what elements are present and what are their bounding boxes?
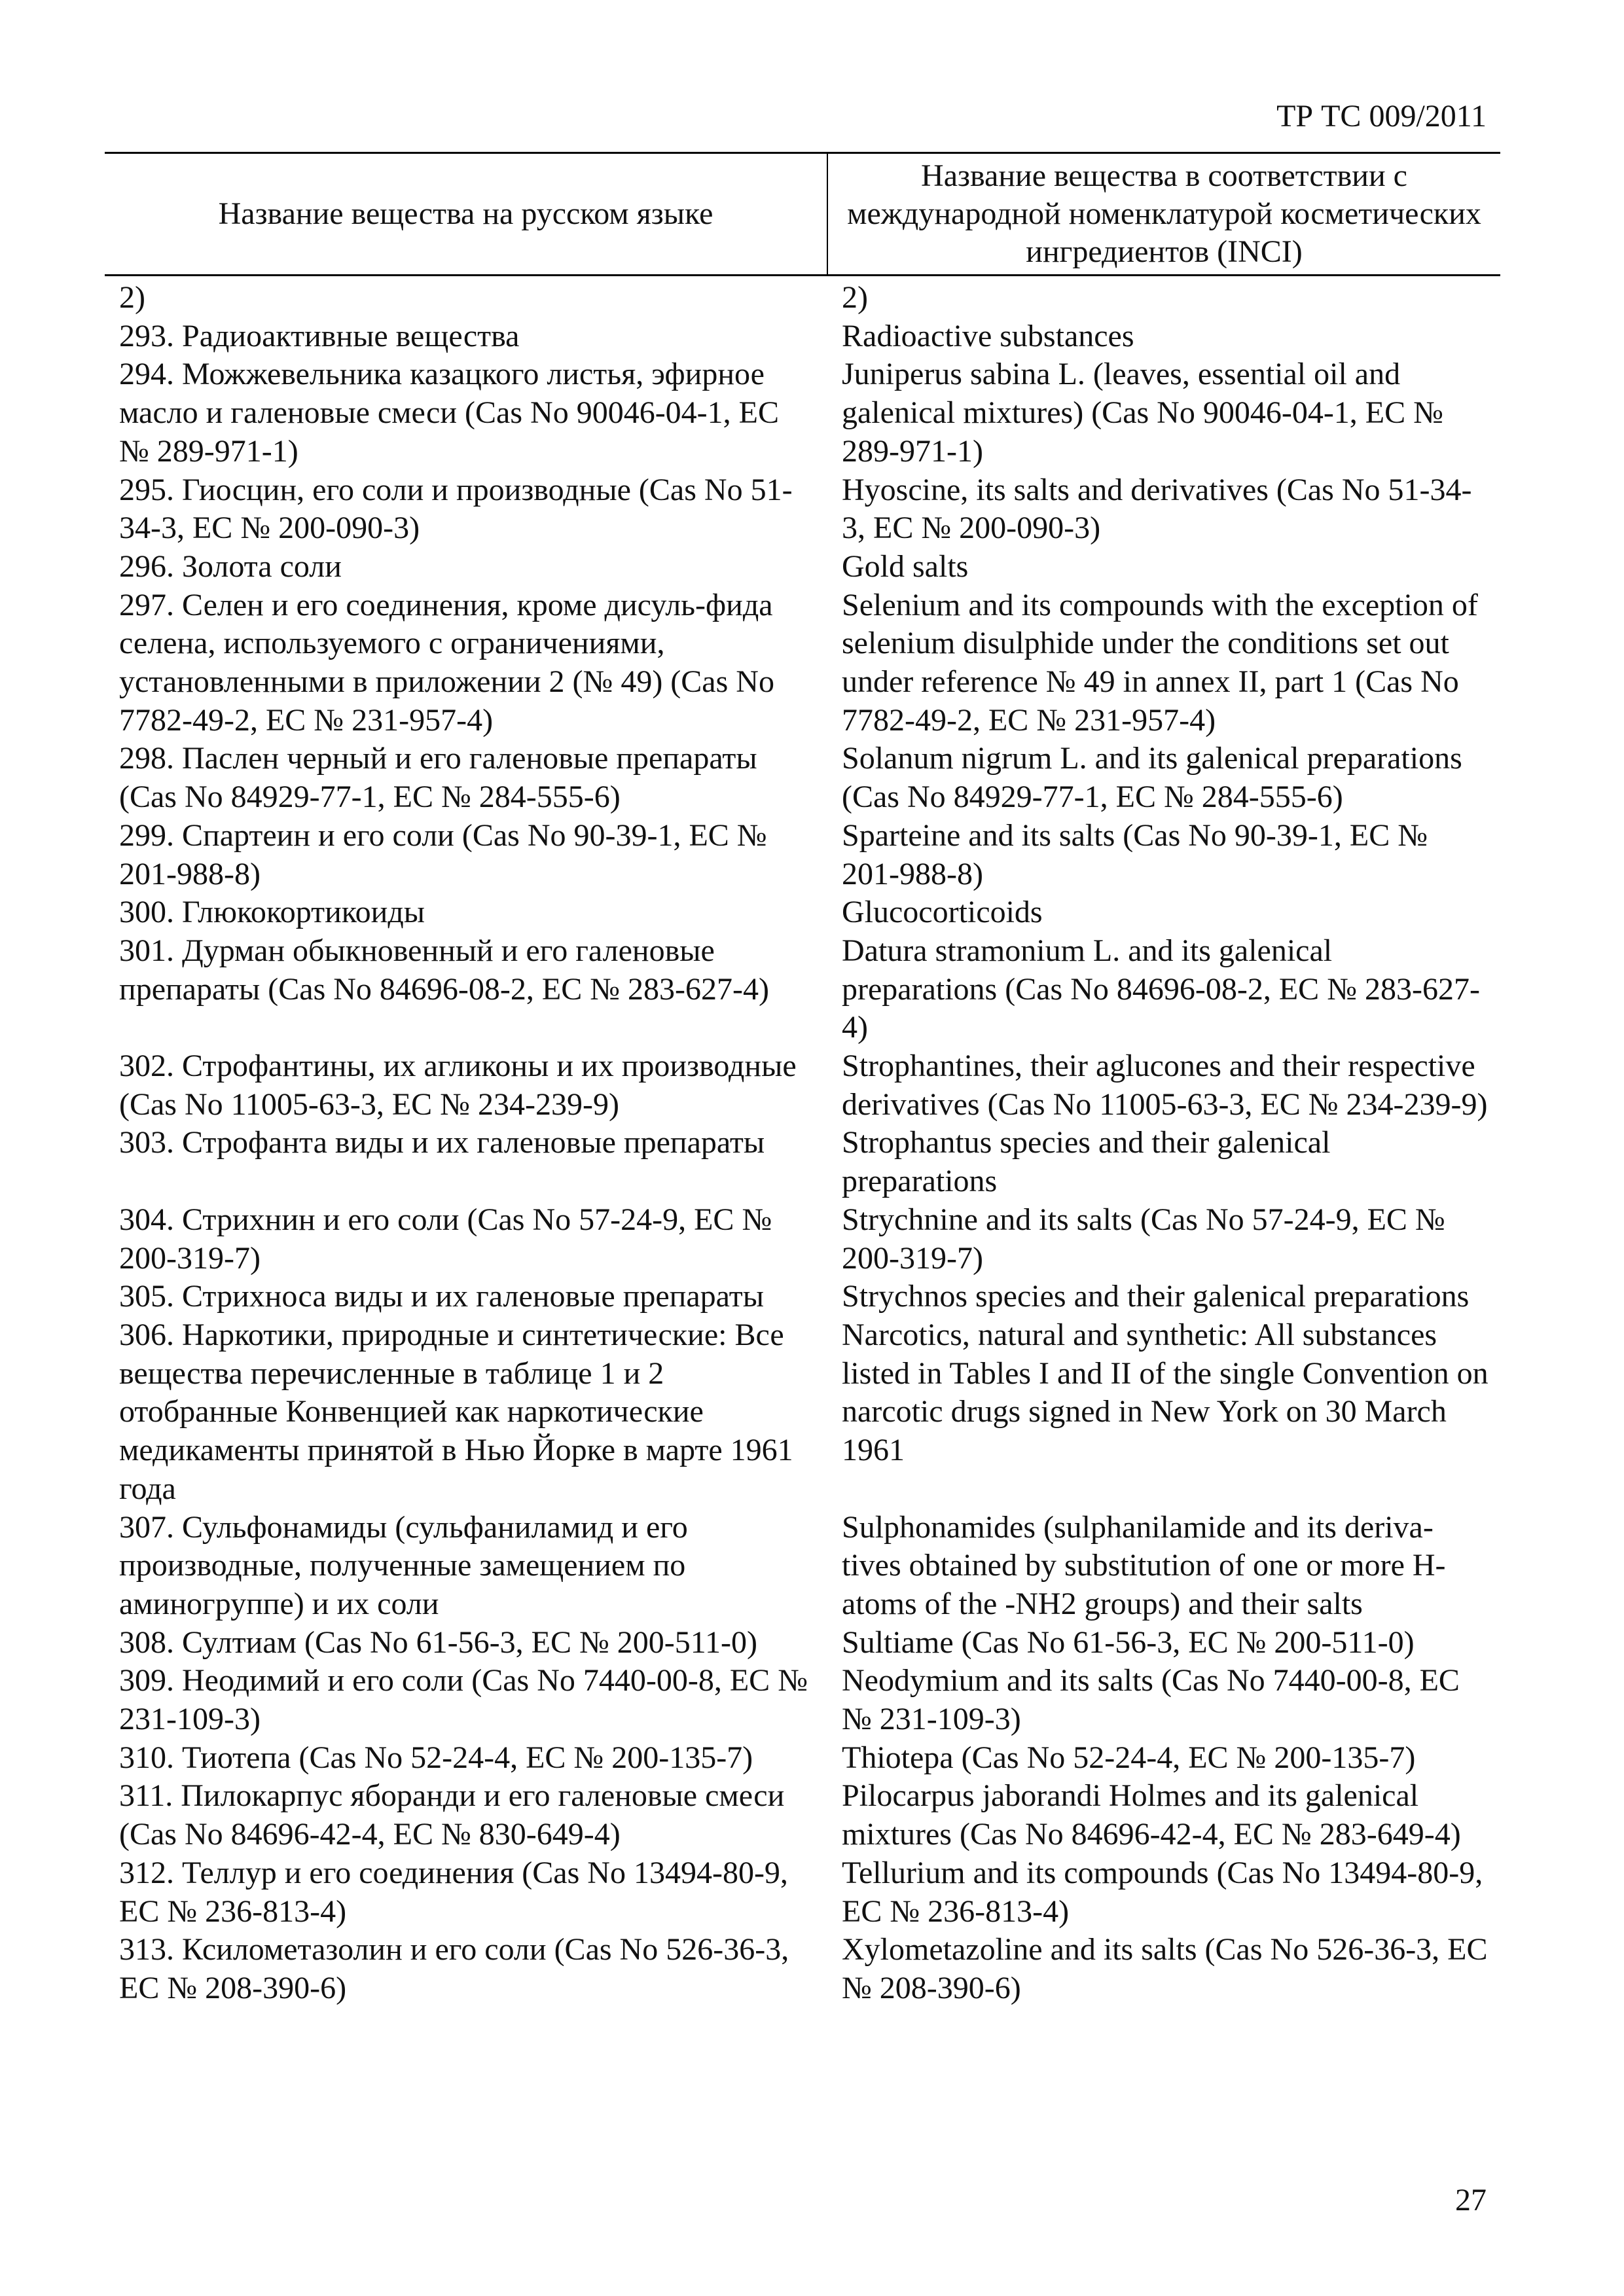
- table-row: [105, 276, 1500, 317]
- substance-name-inci: Tellurium and its compounds (Cas No 13494-80-9, ЕС № 236-813-4): [842, 1855, 1483, 1929]
- substance-name-inci: Datura stramonium L. and its galenical preparations (Cas No 84696-08-2, ЕС № 283-627-4): [842, 933, 1480, 1045]
- substance-name-russian: 299. Спартеин и его соли (Cas No 90-39-1, ЕС № 201-988-8): [119, 817, 767, 891]
- substance-name-inci: Glucocorticoids: [842, 895, 1043, 930]
- table-row: [105, 1316, 1500, 1509]
- substance-name-inci: Xylometazoline and its salts (Cas No 526-36-3, ЕС № 208-390-6): [842, 1932, 1488, 2005]
- substance-name-inci: Radioactive substances: [842, 318, 1134, 353]
- substance-name-russian: 294. Можжевельника казацкого листья, эфирное масло и галеновые смеси (Cas No 90046-04-1, ЕС № 289-971-1): [119, 357, 779, 469]
- table-row: [105, 317, 1500, 356]
- substance-name-russian: 303. Строфанта виды и их галеновые препараты: [119, 1125, 765, 1160]
- table-row: [105, 1854, 1500, 1931]
- substance-name-russian: 297. Селен и его соединения, кроме дисуль-фида селена, используемого с ограничениями, установленными в приложении 2 (№ 49) (Cas No 7782-49-2, ЕС № 231-957-4): [119, 587, 774, 738]
- column-header-russian-name: Название вещества на русском языке: [105, 153, 827, 276]
- substance-name-russian: 308. Султиам (Cas No 61-56-3, ЕС № 200-511-0): [119, 1624, 757, 1660]
- substance-name-russian: 296. Золота соли: [119, 548, 342, 584]
- table-row: [105, 586, 1500, 740]
- table-row: [105, 1739, 1500, 1778]
- table-row: [105, 1201, 1500, 1278]
- substance-name-russian: 313. Ксилометазолин и его соли (Cas No 526-36-3, ЕС № 208-390-6): [119, 1932, 789, 2005]
- table-row: [105, 1047, 1500, 1124]
- substance-name-russian: 2): [119, 280, 145, 315]
- substance-name-inci: Pilocarpus jaborandi Holmes and its galenical mixtures (Cas No 84696-42-4, ЕС № 283-649-4): [842, 1778, 1461, 1852]
- substance-name-inci: Thiotepa (Cas No 52-24-4, ЕС № 200-135-7): [842, 1740, 1416, 1775]
- substance-name-inci: Selenium and its compounds with the exception of selenium disulphide under the conditions set out under reference № 49 in annex II, part 1 (Cas No 7782-49-2, ЕС № 231-957-4): [842, 587, 1478, 738]
- substance-name-inci: Solanum nigrum L. and its galenical preparations (Cas No 84929-77-1, ЕС № 284-555-6): [842, 741, 1462, 815]
- substance-name-russian: 305. Стрихноса виды и их галеновые препараты: [119, 1279, 764, 1314]
- table-row: [105, 932, 1500, 1047]
- substance-name-russian: 310. Тиотепа (Cas No 52-24-4, ЕС № 200-135-7): [119, 1740, 753, 1775]
- table-row: [105, 1278, 1500, 1316]
- substance-name-russian: 309. Неодимий и его соли (Cas No 7440-00-8, ЕС № 231-109-3): [119, 1663, 808, 1737]
- substance-name-russian: 298. Паслен черный и его галеновые препараты (Cas No 84929-77-1, ЕС № 284-555-6): [119, 741, 757, 815]
- substance-name-inci: Gold salts: [842, 548, 969, 584]
- substance-name-inci: Sulphonamides (sulphanilamide and its deriva-tives obtained by substitution of one or more H-atoms of the -NH2 groups) and their salts: [842, 1509, 1446, 1621]
- substance-name-inci: Sultiame (Cas No 61-56-3, ЕС № 200-511-0): [842, 1624, 1415, 1660]
- substance-name-russian: 307. Сульфонамиды (сульфаниламид и его производные, полученные замещением по аминогруппе) и их соли: [119, 1509, 688, 1621]
- substance-name-russian: 304. Стрихнин и его соли (Cas No 57-24-9, ЕС № 200-319-7): [119, 1202, 772, 1276]
- table-row: [105, 893, 1500, 932]
- substance-name-inci: Strophantines, their aglucones and their respective derivatives (Cas No 11005-63-3, ЕС № 234-239-9): [842, 1049, 1488, 1122]
- substance-name-inci: 2): [842, 280, 868, 315]
- table-row: [105, 1509, 1500, 1624]
- table-row: [105, 1777, 1500, 1854]
- table-row: [105, 1662, 1500, 1738]
- substance-name-inci: Juniperus sabina L. (leaves, essential oil and galenical mixtures) (Cas No 90046-04-1, ЕС № 289-971-1): [842, 357, 1443, 469]
- substance-name-inci: Neodymium and its salts (Cas No 7440-00-8, ЕС № 231-109-3): [842, 1663, 1460, 1737]
- table-row: [105, 1931, 1500, 2007]
- substance-name-russian: 295. Гиосцин, его соли и производные (Cas No 51-34-3, ЕС № 200-090-3): [119, 472, 793, 546]
- page-number: 27: [1455, 2183, 1487, 2217]
- substance-name-inci: Strychnos species and their galenical preparations: [842, 1279, 1470, 1314]
- substance-name-inci: Strophantus species and their galenical preparations: [842, 1125, 1331, 1199]
- table-row: [105, 1124, 1500, 1200]
- substance-name-inci: Strychnine and its salts (Cas No 57-24-9, ЕС № 200-319-7): [842, 1202, 1445, 1276]
- substance-name-inci: Sparteine and its salts (Cas No 90-39-1, ЕС № 201-988-8): [842, 817, 1428, 891]
- substance-name-russian: 311. Пилокарпус яборанди и его галеновые смеси (Cas No 84696-42-4, ЕС № 830-649-4): [119, 1778, 785, 1852]
- substance-name-russian: 300. Глюкокортикоиды: [119, 895, 425, 930]
- table-row: [105, 355, 1500, 471]
- substances-table: [105, 152, 1500, 2008]
- substance-name-russian: 302. Строфантины, их агликоны и их производные (Cas No 11005-63-3, ЕС № 234-239-9): [119, 1049, 797, 1122]
- substance-name-inci: Narcotics, natural and synthetic: All substances listed in Tables I and II of the single Convention on narcotic drugs signed in New York on 30 March 1961: [842, 1317, 1489, 1468]
- document-code: ТР ТС 009/2011: [1276, 99, 1487, 134]
- substance-name-russian: 293. Радиоактивные вещества: [119, 318, 520, 353]
- substance-name-russian: 306. Наркотики, природные и синтетические: Все вещества перечисленные в таблице 1 и 2 отобранные Конвенцией как наркотические медикаменты принятой в Нью Йорке в марте 1961 года: [119, 1317, 793, 1506]
- substance-name-russian: 301. Дурман обыкновенный и его галеновые препараты (Cas No 84696-08-2, ЕС № 283-627-4): [119, 933, 769, 1007]
- table-row: [105, 817, 1500, 893]
- table-row: [105, 548, 1500, 586]
- table-row: [105, 1624, 1500, 1662]
- column-header-inci-name: Название вещества в соответствии с международной номенклатурой косметических ингредиентов (INCI): [827, 153, 1500, 276]
- table-row: [105, 740, 1500, 816]
- substance-name-russian: 312. Теллур и его соединения (Cas No 13494-80-9, ЕС № 236-813-4): [119, 1855, 788, 1929]
- table-row: [105, 471, 1500, 548]
- substance-name-inci: Hyoscine, its salts and derivatives (Cas No 51-34-3, ЕС № 200-090-3): [842, 472, 1472, 546]
- table-header-row: [105, 153, 1500, 276]
